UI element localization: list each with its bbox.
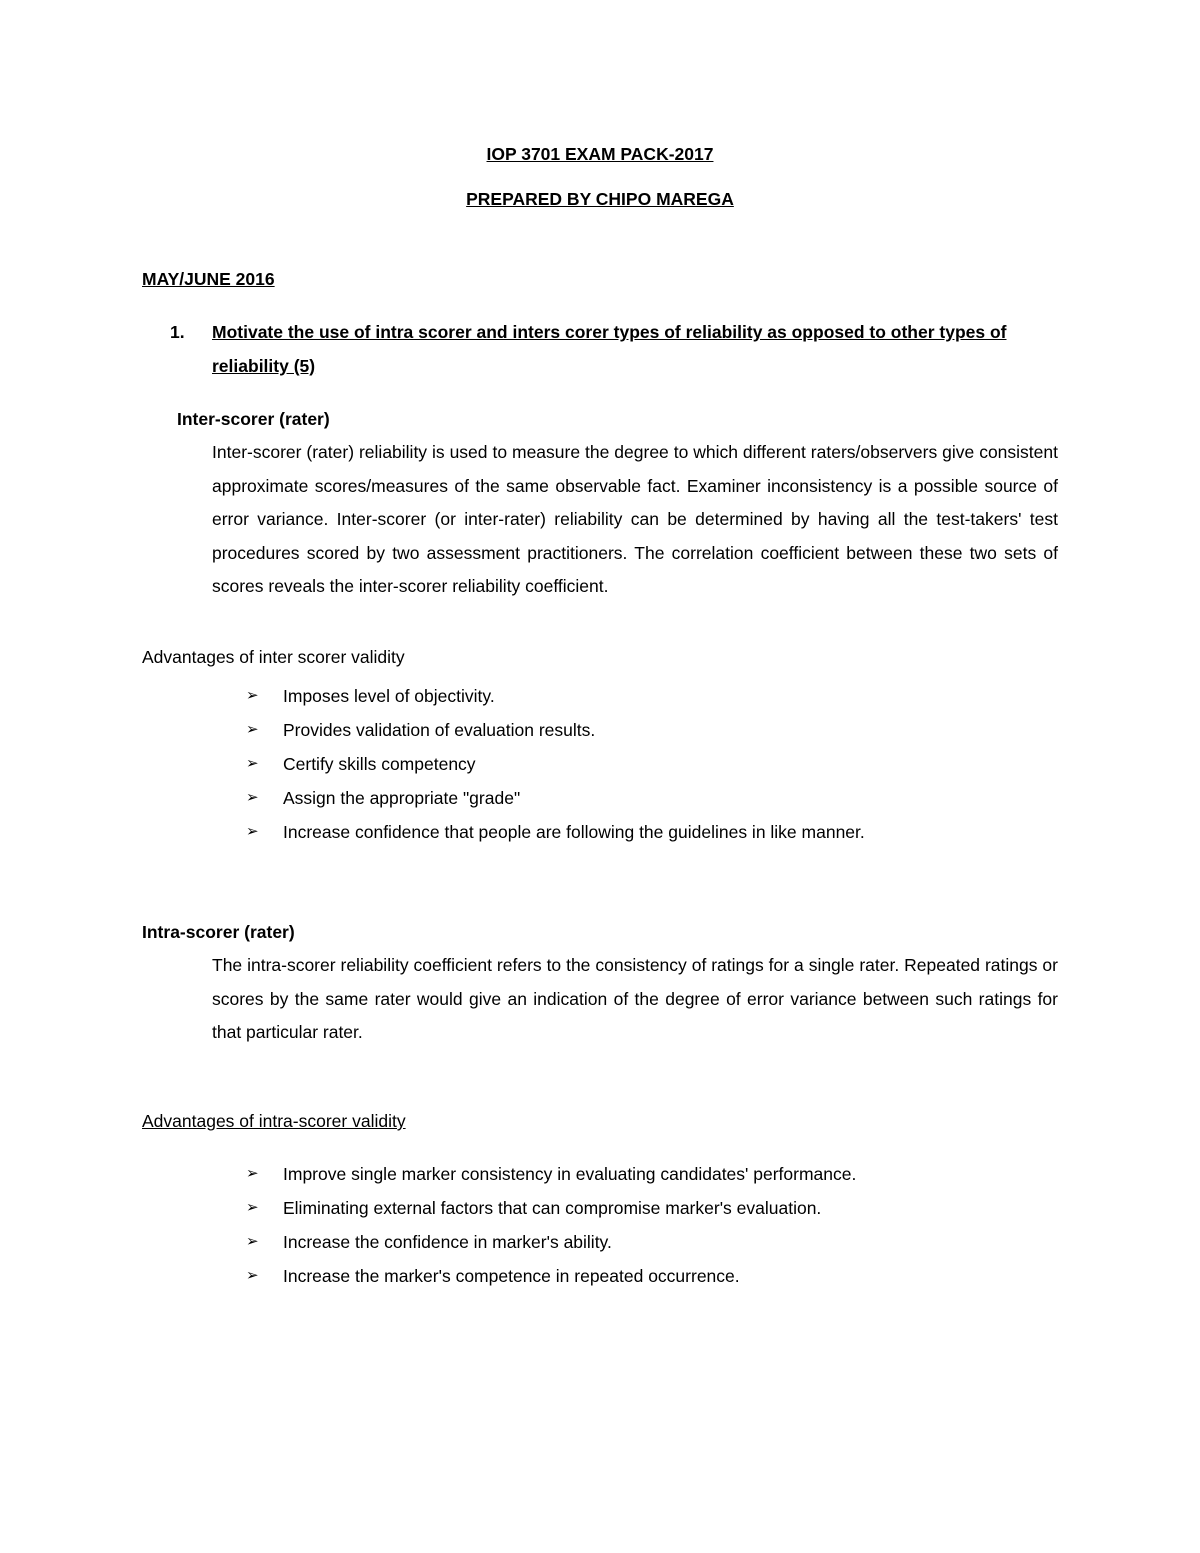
session-heading: MAY/JUNE 2016 [142,269,275,289]
document-subtitle: PREPARED BY CHIPO MAREGA [466,189,734,209]
arrow-bullet-icon: ➢ [246,1165,259,1182]
arrow-bullet-icon: ➢ [246,721,259,738]
list-item-text: Provides validation of evaluation results. [283,720,596,740]
document-title: IOP 3701 EXAM PACK-2017 [486,144,714,164]
question-text: Motivate the use of intra scorer and inters corer types of reliability as opposed to other types of reliability (5) [212,322,1007,376]
intra-advantages-heading: Advantages of intra-scorer validity [142,1111,406,1131]
list-item-text: Imposes level of objectivity. [283,686,495,706]
inter-scorer-heading: Inter-scorer (rater) [177,409,330,429]
inter-scorer-paragraph-text: Inter-scorer (rater) reliability is used to measure the degree to which different raters/observers give consistent approximate scores/measures of the same observable fact. Examiner inconsistency is a possible source of error variance. Inter-scorer (or inter-rater) reliability can be determined by having all the test-takers' test procedures scored by two assessment practitioners. The correlation coefficient between these two sets of scores reveals the inter-scorer reliability coefficient. [212,442,1058,596]
intra-scorer-paragraph-text: The intra-scorer reliability coefficient refers to the consistency of ratings for a single rater. Repeated ratings or scores by the same rater would give an indication of the degree of error variance between such ratings for that particular rater. [212,955,1058,1042]
arrow-bullet-icon: ➢ [246,755,259,772]
intra-scorer-heading: Intra-scorer (rater) [142,922,295,942]
intra-scorer-paragraph [212,949,1058,1050]
arrow-bullet-icon: ➢ [246,789,259,806]
arrow-bullet-icon: ➢ [246,687,259,704]
question-number: 1. [170,322,185,342]
arrow-bullet-icon: ➢ [246,1199,259,1216]
arrow-bullet-icon: ➢ [246,823,259,840]
list-item-text: Assign the appropriate "grade" [283,788,521,808]
list-item-text: Certify skills competency [283,754,476,774]
arrow-bullet-icon: ➢ [246,1267,259,1284]
arrow-bullet-icon: ➢ [246,1233,259,1250]
list-item-text: Increase confidence that people are following the guidelines in like manner. [283,822,865,842]
list-item-text: Eliminating external factors that can compromise marker's evaluation. [283,1198,822,1218]
list-item-text: Increase the confidence in marker's ability. [283,1232,612,1252]
list-item-text: Improve single marker consistency in evaluating candidates' performance. [283,1164,857,1184]
inter-advantages-heading: Advantages of inter scorer validity [142,647,405,667]
list-item-text: Increase the marker's competence in repeated occurrence. [283,1266,740,1286]
inter-scorer-paragraph [212,436,1058,604]
